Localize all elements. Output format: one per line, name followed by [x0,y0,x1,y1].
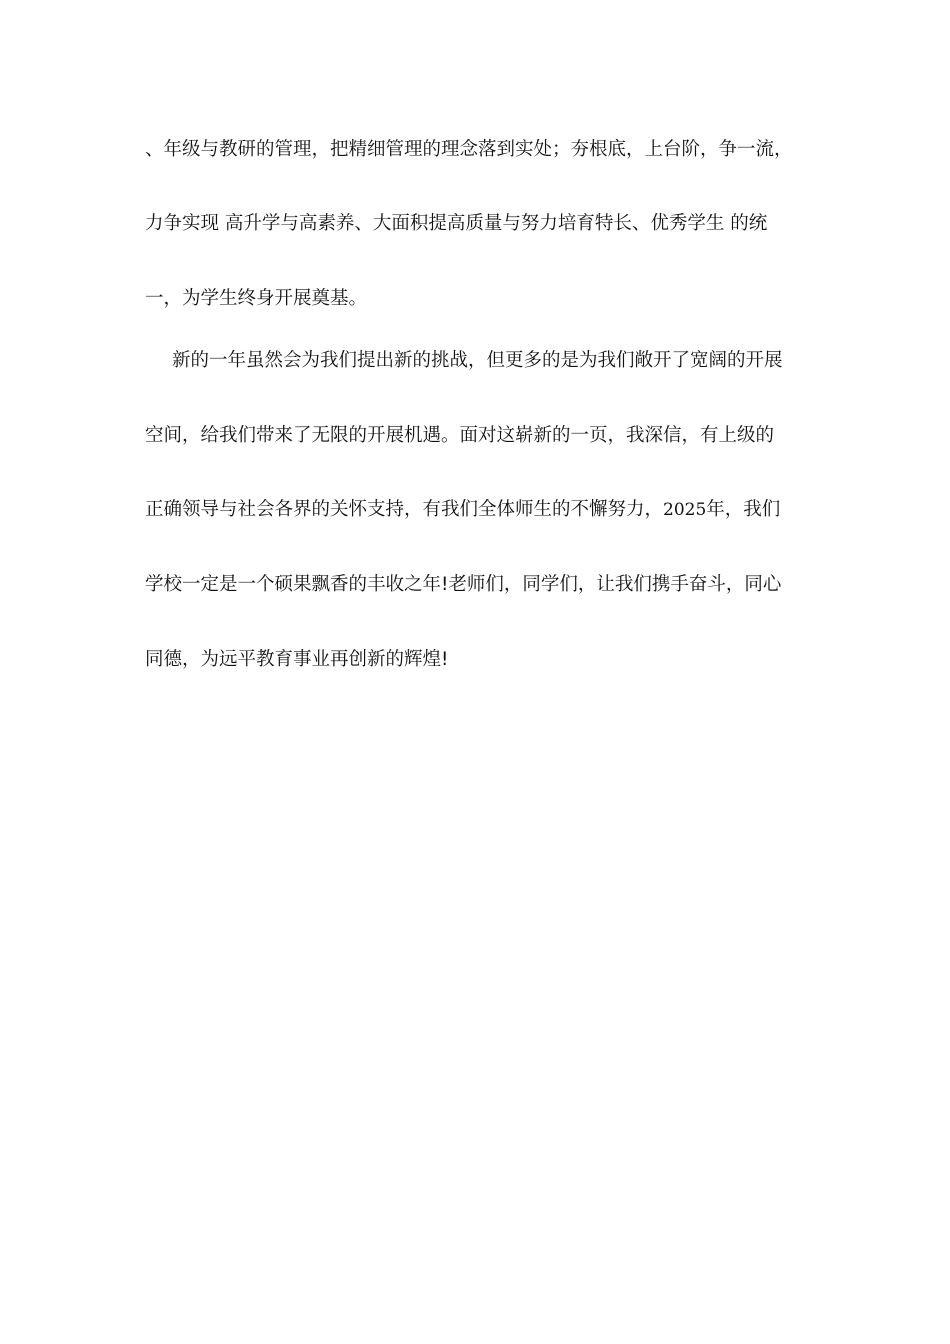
paragraph-1-line-3: 一，为学生终身开展奠基。 [145,288,368,309]
paragraph-2-line-1: 新的一年虽然会为我们提出新的挑战，但更多的是为我们敞开了宽阔的开展 [172,350,783,371]
paragraph-2-line-5: 同德，为远平教育事业再创新的辉煌! [145,649,449,670]
paragraph-2-line-3-text-b: 年，我们 [706,499,781,520]
paragraph-2-line-4: 学校一定是一个硕果飘香的丰收之年!老师们，同学们，让我们携手奋斗，同心 [145,574,782,595]
year-number: 2025 [663,500,707,520]
paragraph-1-line-1: 、年级与教研的管理，把精细管理的理念落到实处；夯根底，上台阶，争一流， [145,139,793,160]
paragraph-2-line-3-text-a: 正确领导与社会各界的关怀支持，有我们全体师生的不懈努力， [145,499,664,520]
paragraph-2-line-2: 空间，给我们带来了无限的开展机遇。面对这崭新的一页，我深信，有上级的 [145,425,775,446]
paragraph-2-line-3 [145,498,780,522]
paragraph-1-line-2: 力争实现 高升学与高素养、大面积提高质量与努力培育特长、优秀学生 的统 [145,213,768,234]
